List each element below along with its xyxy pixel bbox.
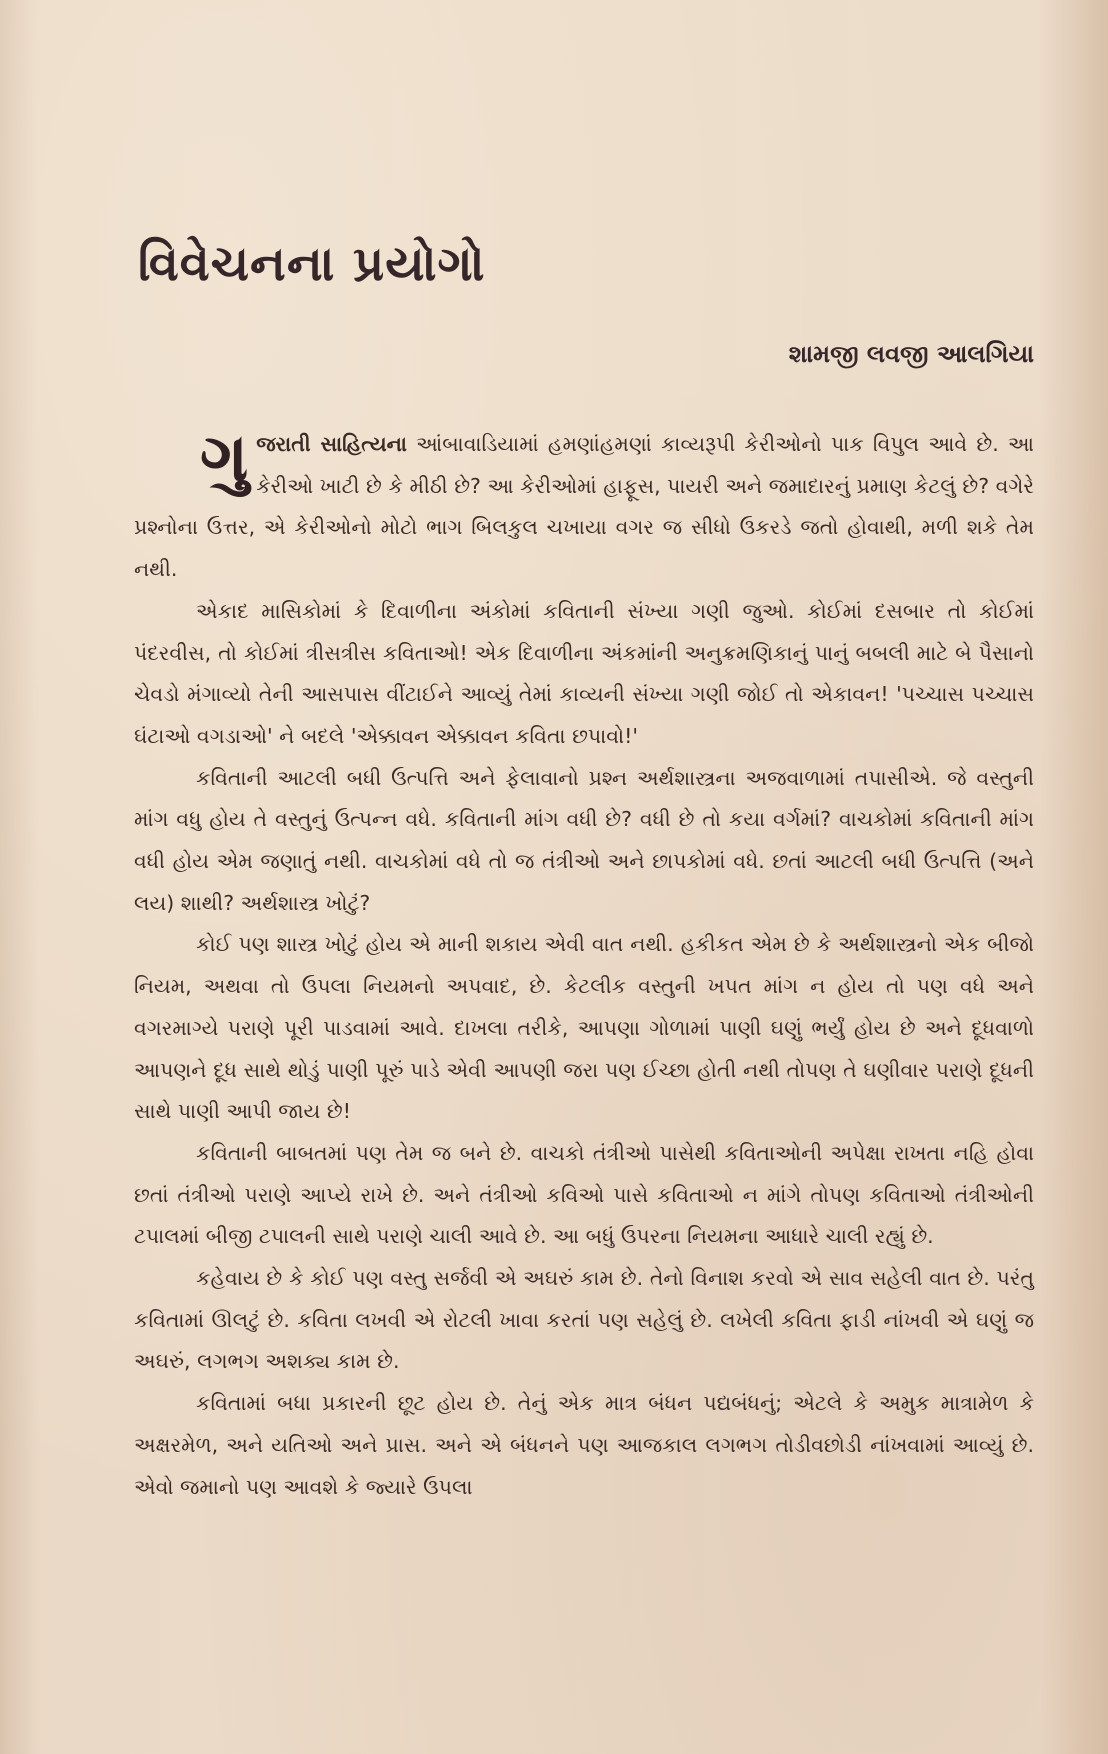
paragraph-4: કોઈ પણ શાસ્ત્ર ખોટું હોય એ માની શકાય એવી વાત નથી. હકીકત એમ છે કે અર્થશાસ્ત્રનો એક બીજો નિયમ, અથવા તો ઉપલા નિયમનો અપવાદ, છે. કેટલીક વસ્તુની ખપત માંગ ન હોય તો પણ વધે અને વગરમાગ્યે પરાણે પૂરી પાડવામાં આવે. દાખલા તરીકે, આપણા ગોળામાં પાણી ઘણું ભર્યું હોય છે અને દૂધવાળો આપણને દૂધ સાથે થોડું પાણી પૂરું પાડે એવી આપણી જરા પણ ઈચ્છા હોતી નથી તોપણ તે ઘણીવાર પરાણે દૂધની સાથે પાણી આપી જાય છે!: [134, 932, 1034, 1124]
paragraph-3: કવિતાની આટલી બધી ઉત્પત્તિ અને ફેલાવાનો પ્રશ્ન અર્થશાસ્ત્રના અજવાળામાં તપાસીએ. જે વસ્તુની માંગ વધુ હોય તે વસ્તુનું ઉત્પન્ન વધે. કવિતાની માંગ વધી છે? વધી છે તો કયા વર્ગમાં? વાચકોમાં કવિતાની માંગ વધી હોય એમ જણાતું નથી. વાચકોમાં વધે તો જ તંત્રીઓ અને છાપકોમાં વધે. છતાં આટલી બધી ઉત્પત્તિ (અને લય) શાથી? અર્થશાસ્ત્ર ખોટું?: [134, 765, 1034, 915]
article-author: શામજી લવજી આલગિયા: [788, 340, 1034, 368]
paragraph-1-text: આંબાવાડિયામાં હમણાંહમણાં કાવ્યરૂપી કેરીઓનો પાક વિપુલ આવે છે. આ કેરીઓ ખાટી છે કે મીઠી છે? આ કેરીઓમાં હાફૂસ, પાયરી અને જમાદારનું પ્રમાણ કેટલું છે? વગેરે પ્રશ્નોના ઉત્તર, એ કેરીઓનો મોટો ભાગ બિલકુલ ચખાયા વગર જ સીધો ઉકરડે જતો હોવાથી, મળી શકે તેમ નથી.: [134, 432, 1034, 582]
article-body: [134, 419, 1034, 1508]
paragraph-1: [134, 419, 1034, 591]
paragraph-6: કહેવાય છે કે કોઈ પણ વસ્તુ સર્જવી એ અઘરું કામ છે. તેનો વિનાશ કરવો એ સાવ સહેલી વાત છે. પરંતુ કવિતામાં ઊલટું છે. કવિતા લખવી એ રોટલી ખાવા કરતાં પણ સહેલું છે. લખેલી કવિતા ફાડી નાંખવી એ ઘણું જ અઘરું, લગભગ અશક્ય કામ છે.: [134, 1266, 1034, 1374]
article-title: વિવેચનના પ્રયોગો: [138, 236, 486, 292]
lead-words: જરાતી સાહિત્યના: [256, 432, 407, 456]
paragraph-7: કવિતામાં બધા પ્રકારની છૂટ હોય છે. તેનું એક માત્ર બંધન પદ્યબંધનું; એટલે કે અમુક માત્રામેળ કે અક્ષરમેળ, અને યતિઓ અને પ્રાસ. અને એ બંધનને પણ આજકાલ લગભગ તોડીવછોડી નાંખવામાં આવ્યું છે. એવો જમાનો પણ આવશે કે જ્યારે ઉપલા: [134, 1391, 1034, 1499]
paragraph-2: એકાદ માસિકોમાં કે દિવાળીના અંકોમાં કવિતાની સંખ્યા ગણી જુઓ. કોઈમાં દસબાર તો કોઈમાં પંદરવીસ, તો કોઈમાં ત્રીસત્રીસ કવિતાઓ! એક દિવાળીના અંકમાંની અનુક્રમણિકાનું પાનું બબલી માટે બે પૈસાનો ચેવડો મંગાવ્યો તેની આસપાસ વીંટાઈને આવ્યું તેમાં કાવ્યની સંખ્યા ગણી જોઈ તો એકાવન! 'પચ્ચાસ પચ્ચાસ ઘંટાઓ વગડાઓ' ને બદલે 'એક્કાવન એક્કાવન કવિતા છપાવો!': [134, 598, 1034, 748]
paragraph-5: કવિતાની બાબતમાં પણ તેમ જ બને છે. વાચકો તંત્રીઓ પાસેથી કવિતાઓની અપેક્ષા રાખતા નહિ હોવા છતાં તંત્રીઓ પરાણે આપ્યે રાખે છે. અને તંત્રીઓ કવિઓ પાસે કવિતાઓ ન માંગે તોપણ કવિતાઓ તંત્રીઓની ટપાલમાં બીજી ટપાલની સાથે પરાણે ચાલી આવે છે. આ બધું ઉપરના નિયમના આધારે ચાલી રહ્યું છે.: [134, 1140, 1034, 1249]
drop-cap: ગુ: [200, 419, 249, 496]
